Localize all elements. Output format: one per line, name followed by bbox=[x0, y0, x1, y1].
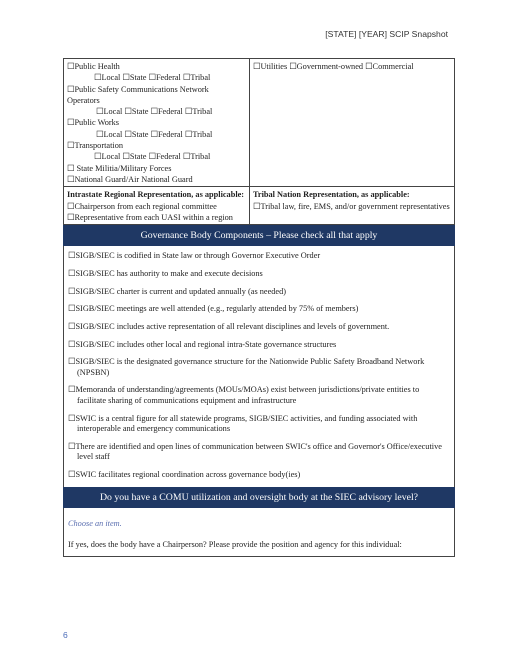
comu-section-header: Do you have a COMU utilization and oversight body at the SIEC advisory level? bbox=[63, 487, 455, 508]
representation-table bbox=[63, 58, 455, 225]
checkbox-uasi-representative[interactable]: ☐Representative from each UASI within a region bbox=[67, 212, 233, 222]
checkbox-public-safety-network[interactable]: ☐Public Safety Communications Network bbox=[67, 84, 209, 94]
checkbox-tribal-representatives[interactable]: ☐Tribal law, fire, EMS, and/or government representatives bbox=[253, 201, 450, 211]
level-checkboxes[interactable]: ☐Local ☐State ☐Federal ☐Tribal bbox=[94, 152, 211, 162]
checklist-item[interactable]: ☐SIGB/SIEC has authority to make and execute decisions bbox=[68, 268, 263, 278]
checkbox-label-continuation: Operators bbox=[67, 95, 100, 105]
representation-row-regional bbox=[64, 187, 454, 225]
checklist-item[interactable]: ☐SIGB/SIEC meetings are well attended (e.g., regularly attended by 75% of members) bbox=[68, 304, 359, 314]
checklist-item[interactable]: ☐There are identified and open lines of communication between SWIC's office and Governor's Office/executive level staff bbox=[68, 441, 442, 462]
components-checklist bbox=[63, 246, 455, 486]
intrastate-cell bbox=[64, 187, 250, 224]
components-section-header: Governance Body Components – Please check all that apply bbox=[63, 225, 455, 246]
checklist-item[interactable]: ☐SIGB/SIEC is the designated governance structure for the Nationwide Public Safety Broadband Network (NPSBN) bbox=[68, 357, 425, 377]
page-number: 6 bbox=[63, 630, 68, 640]
checklist-item[interactable]: ☐Memoranda of understanding/agreements (MOUs/MOAs) exist between jurisdictions/private entities to facilitate sharing of communications equipment and infrastructure bbox=[68, 385, 420, 405]
checkbox-public-works[interactable]: ☐Public Works bbox=[67, 118, 120, 128]
tribal-cell bbox=[250, 187, 454, 224]
checkbox-utilities[interactable]: ☐Utilities ☐Government-owned ☐Commercial bbox=[253, 62, 414, 71]
checkbox-national-guard[interactable]: ☐National Guard/Air National Guard bbox=[67, 174, 193, 184]
checkbox-state-militia[interactable]: ☐ State Militia/Military Forces bbox=[67, 163, 172, 173]
checklist-item[interactable]: ☐SIGB/SIEC includes active representation of all relevant disciplines and levels of government. bbox=[68, 321, 390, 331]
chairperson-question: If yes, does the body have a Chairperson? Please provide the position and agency for this individual: bbox=[63, 535, 455, 557]
intrastate-title: Intrastate Regional Representation, as applicable: bbox=[67, 190, 245, 200]
document-header: [STATE] [YEAR] SCIP Snapshot bbox=[325, 29, 448, 39]
representation-row-disciplines bbox=[64, 59, 454, 187]
choose-item-dropdown[interactable]: Choose an item. bbox=[63, 508, 455, 535]
level-checkboxes[interactable]: ☐Local ☐State ☐Federal ☐Tribal bbox=[94, 73, 211, 83]
tribal-title: Tribal Nation Representation, as applicable: bbox=[253, 190, 410, 200]
governance-form bbox=[63, 58, 455, 557]
checkbox-chairperson[interactable]: ☐Chairperson from each regional committee bbox=[67, 201, 217, 211]
checklist-item[interactable]: ☐SWIC facilitates regional coordination across governance body(ies) bbox=[68, 470, 301, 480]
checklist-item[interactable]: ☐SIGB/SIEC includes other local and regional intra-State governance structures bbox=[68, 339, 337, 349]
checkbox-public-health[interactable]: ☐Public Health bbox=[67, 62, 120, 71]
level-checkboxes[interactable]: ☐Local ☐State ☐Federal ☐Tribal bbox=[96, 107, 213, 117]
checklist-item[interactable]: ☐SIGB/SIEC charter is current and updated annually (as needed) bbox=[68, 286, 287, 296]
utilities-cell bbox=[250, 59, 454, 186]
checklist-item[interactable]: ☐SWIC is a central figure for all statewide programs, SIGB/SIEC activities, and funding associated with interoperable and emergency communications bbox=[68, 413, 418, 434]
level-checkboxes[interactable]: ☐Local ☐State ☐Federal ☐Tribal bbox=[96, 129, 213, 139]
checkbox-transportation[interactable]: ☐Transportation bbox=[67, 141, 123, 151]
disciplines-cell bbox=[64, 59, 250, 186]
checklist-item[interactable]: ☐SIGB/SIEC is codified in State law or through Governor Executive Order bbox=[68, 251, 321, 261]
